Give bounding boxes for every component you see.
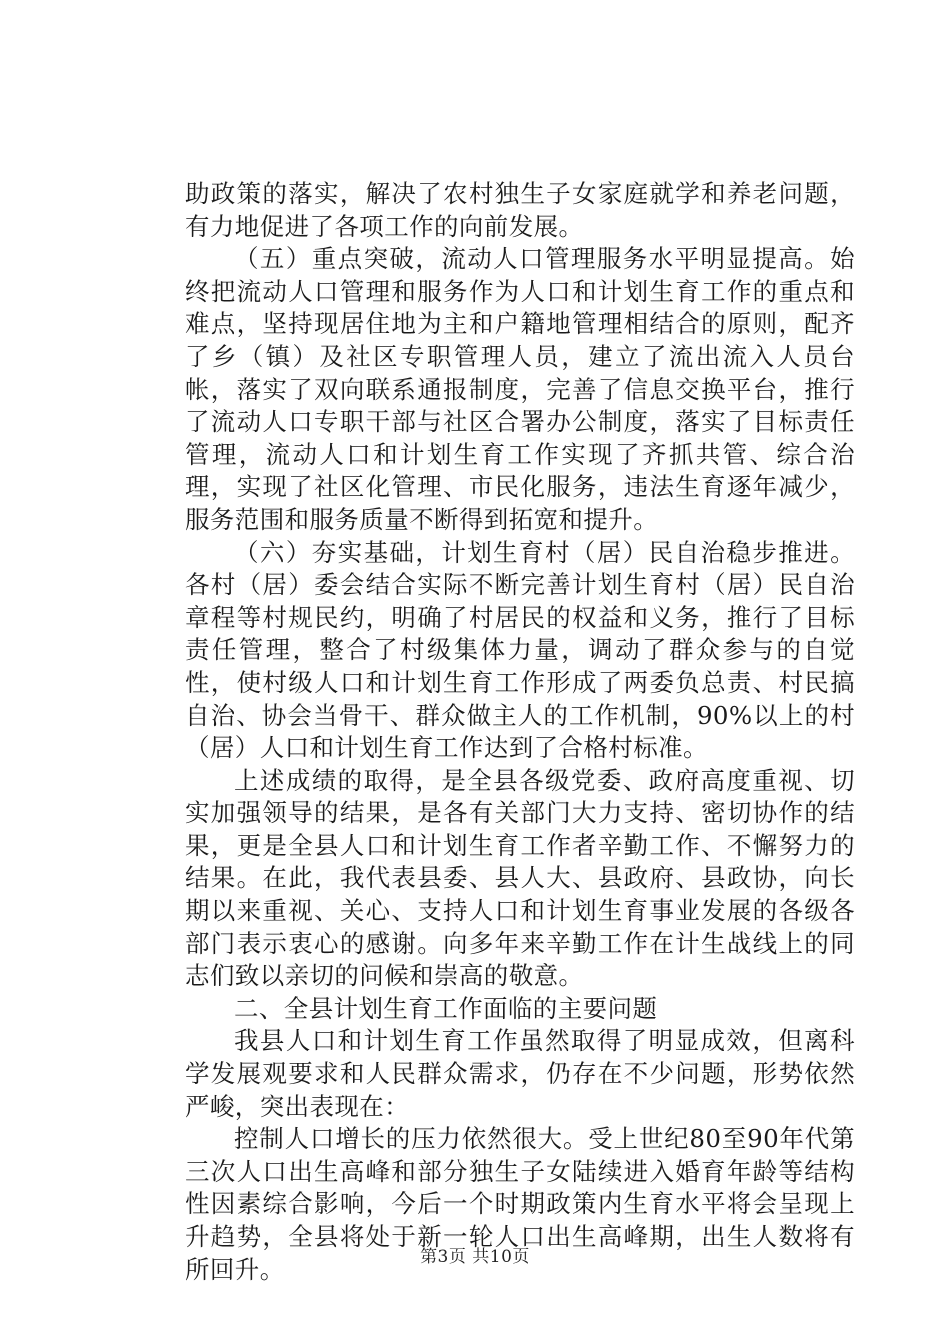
paragraph-population-pressure: 控制人口增长的压力依然很大。受上世纪80至90年代第三次人口出生高峰和部分独生子女陆续进入婚育年龄等结构性因素综合影响，今后一个时期政策内生育水平将会呈现上升趋势，全县将处于新一轮人口出生高峰期，出生人数将有所回升。 [185, 1124, 855, 1284]
paragraph-continuation: 助政策的落实，解决了农村独生子女家庭就学和养老问题，有力地促进了各项工作的向前发展。 [185, 179, 855, 241]
paragraph-achievements-summary: 上述成绩的取得，是全县各级党委、政府高度重视、切实加强领导的结果，是各有关部门大力支持、密切协作的结果，更是全县人口和计划生育工作者辛勤工作、不懈努力的结果。在此，我代表县委、县人大、县政府、县政协，向长期以来重视、关心、支持人口和计划生育事业发展的各级各部门表示衷心的感谢。向多年来辛勤工作在计生战线上的同志们致以亲切的问候和崇高的敬意。 [185, 765, 855, 991]
paragraph-section-5: （五）重点突破，流动人口管理服务水平明显提高。始终把流动人口管理和服务作为人口和计划生育工作的重点和难点，坚持现居住地为主和户籍地管理相结合的原则，配齐了乡（镇）及社区专职管理人员，建立了流出流入人员台帐，落实了双向联系通报制度，完善了信息交换平台，推行了流动人口专职干部与社区合署办公制度，落实了目标责任管理，流动人口和计划生育工作实现了齐抓共管、综合治理，实现了社区化管理、市民化服务，违法生育逐年减少，服务范围和服务质量不断得到拓宽和提升。 [185, 244, 855, 534]
paragraph-section-6: （六）夯实基础，计划生育村（居）民自治稳步推进。各村（居）委会结合实际不断完善计划生育村（居）民自治章程等村规民约，明确了村居民的权益和义务，推行了目标责任管理，整合了村级集体力量，调动了群众参与的自觉性，使村级人口和计划生育工作形成了两委负总责、村民搞自治、协会当骨干、群众做主人的工作机制，90%以上的村（居）人口和计划生育工作达到了合格村标准。 [185, 537, 855, 763]
section-heading-main-problems: 二、全县计划生育工作面临的主要问题 [234, 993, 658, 1023]
document-body [185, 178, 855, 1286]
page-footer: 第3页 共10页 [420, 1247, 530, 1267]
paragraph-problems-intro: 我县人口和计划生育工作虽然取得了明显成效，但离科学发展观要求和人民群众需求，仍存在不少问题，形势依然严峻，突出表现在： [185, 1026, 855, 1121]
